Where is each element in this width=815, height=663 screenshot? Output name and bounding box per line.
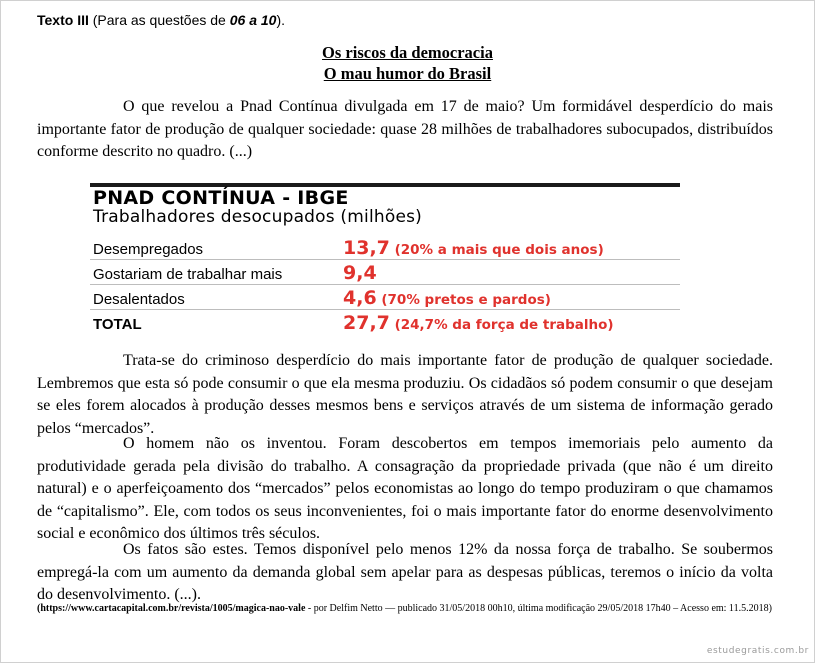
table-row-label: Desalentados (93, 291, 185, 308)
table-row-value (343, 262, 377, 284)
row-value-number: 27,7 (343, 312, 390, 334)
table-row-value (343, 312, 614, 334)
heading-question-to: 10 (260, 12, 277, 28)
row-value-note: (24,7% da força de trabalho) (389, 317, 614, 333)
row-divider (90, 259, 680, 260)
table-title: PNAD CONTÍNUA - IBGE (93, 187, 349, 209)
heading-label: Texto III (37, 12, 89, 28)
paragraph-1-text: O que revelou a Pnad Contínua divulgada em 17 de maio? Um formidável desperdício do mais importante fator de produção de qualquer sociedade: quase 28 milhões de trabalhadores subocupados, distribuídos conforme descrito no quadro. (...) (37, 98, 773, 161)
table-row-value (343, 237, 604, 259)
heading-pre: (Para as questões de (88, 12, 230, 28)
heading-question-from: 06 (229, 12, 246, 28)
table-row-desempregados (90, 236, 680, 260)
paragraph-2-text: Trata-se do criminoso desperdício do mais importante fator de produção de qualquer sociedade. Lembremos que esta só pode consumir o que ela mesma produziu. Os cidadãos só podem consumir o que desejam se eles forem alocados à produção desses mesmos bens e serviços através de um sistema de informação gerado pelos “mercados”. (37, 352, 773, 437)
table-row-label: Desempregados (93, 241, 204, 258)
text-heading (37, 12, 285, 28)
paragraph-1 (37, 96, 773, 164)
table-row-value (343, 287, 551, 309)
table-subtitle: Trabalhadores desocupados (milhões) (93, 207, 422, 227)
table-row-gostariam (90, 261, 680, 285)
row-value-note: (70% pretos e pardos) (376, 292, 551, 308)
table-row-label: Gostariam de trabalhar mais (93, 266, 283, 283)
table-row-total (90, 311, 680, 335)
row-value-number: 9,4 (343, 262, 377, 284)
paragraph-2 (37, 350, 773, 440)
heading-post: ). (276, 12, 286, 28)
article-title-line2: O mau humor do Brasil (323, 64, 492, 83)
paragraph-4 (37, 539, 773, 607)
paragraph-3-text: O homem não os inventou. Foram descobertos em tempos imemoriais pelo aumento da produtividade gerada pela divisão do trabalho. A consagração da propriedade privada (que não é um direito natural) e o aperfeiçoamento dos “mercados” pelos economistas ao longo do tempo produziram o que chamamos de “capitalismo”. Ele, com todos os seus inconvenientes, foi o mais importante fator do enorme desenvolvimento social e econômico dos últimos três séculos. (37, 435, 773, 543)
source-citation (37, 603, 787, 616)
row-divider (90, 284, 680, 285)
row-value-number: 4,6 (343, 287, 377, 309)
heading-mid: a (245, 12, 261, 28)
row-value-note: (20% a mais que dois anos) (389, 242, 604, 258)
table-row-desalentados (90, 286, 680, 310)
row-value-number: 13,7 (343, 237, 390, 259)
citation-url: (https://www.cartacapital.com.br/revista/1005/magica-nao-vale (37, 603, 306, 614)
paragraph-4-text: Os fatos são estes. Temos disponível pelo menos 12% da nossa força de trabalho. Se soubermos empregá-la com um aumento da demanda global sem apelar para as despesas públicas, teremos o início da volta do desenvolvimento. (...). (37, 541, 773, 604)
paragraph-3 (37, 433, 773, 546)
article-title-line1: Os riscos da democracia (322, 43, 493, 62)
row-divider (90, 309, 680, 310)
watermark: estudegratis.com.br (706, 646, 809, 656)
table-row-label: TOTAL (93, 316, 142, 333)
citation-rest: - por Delfim Netto — publicado 31/05/2018 00h10, última modificação 29/05/2018 17h40 – Acesso em: 11.5.2018) (305, 603, 772, 614)
